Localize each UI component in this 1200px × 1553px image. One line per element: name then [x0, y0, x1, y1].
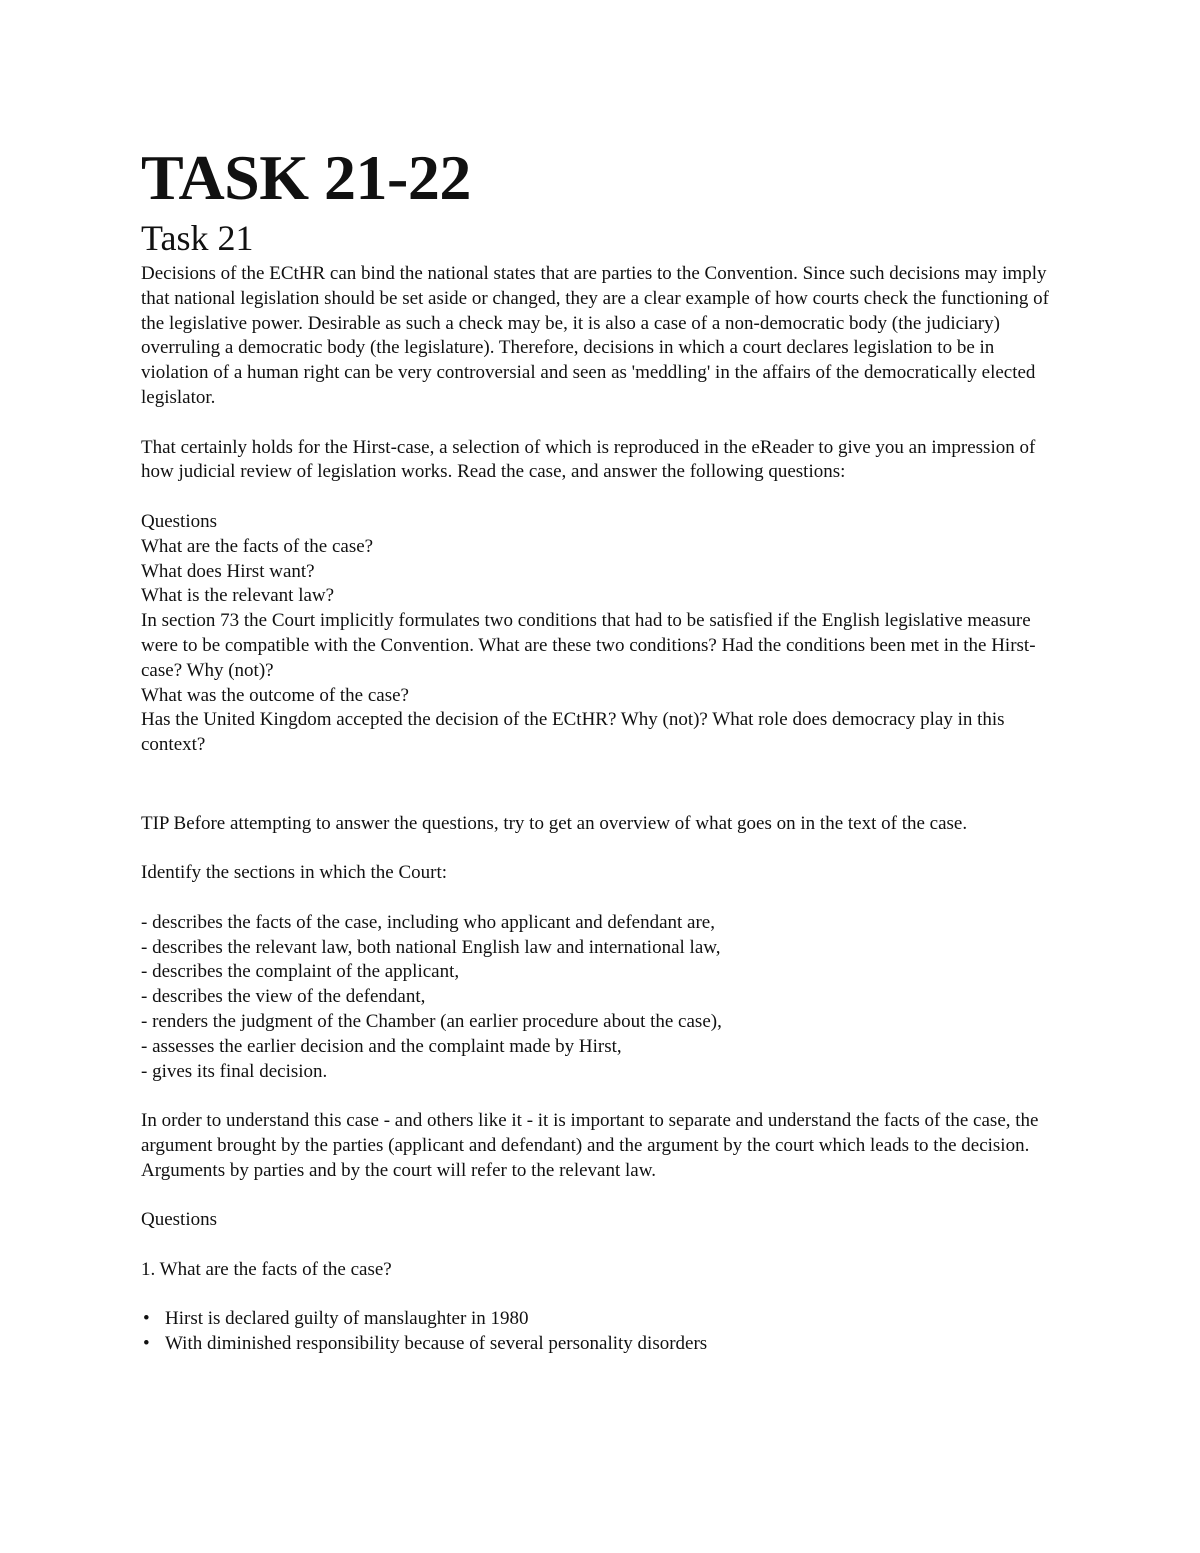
section-item: - describes the complaint of the applicant,	[141, 961, 460, 983]
questions-list	[141, 535, 1061, 758]
task-heading: Task 21	[141, 218, 254, 258]
section-item: - gives its final decision.	[141, 1060, 328, 1082]
understand-paragraph: In order to understand this case - and others like it - it is important to separate and understand the facts of the case, the argument brought by the parties (applicant and defendant) and the argument by the court which leads to the decision. Arguments by parties and by the court will refer to the relevant law.	[141, 1110, 1039, 1181]
section-item: - describes the facts of the case, including who applicant and defendant are,	[141, 911, 715, 933]
question-item: What is the relevant law?	[141, 585, 335, 607]
question-1: 1. What are the facts of the case?	[141, 1258, 392, 1280]
question-item: What was the outcome of the case?	[141, 684, 409, 706]
hirst-paragraph: That certainly holds for the Hirst-case, a selection of which is reproduced in the eReader to give you an impression of how judicial review of legislation works. Read the case, and answer the following questions:	[141, 436, 1036, 483]
bullet-text: With diminished responsibility because of several personality disorders	[165, 1333, 708, 1355]
bullet-icon: •	[143, 1333, 150, 1355]
question-item: What are the facts of the case?	[141, 535, 374, 557]
bullet-icon: •	[143, 1308, 150, 1330]
section-item: - describes the view of the defendant,	[141, 986, 426, 1008]
question-item: Has the United Kingdom accepted the decision of the ECtHR? Why (not)? What role does democracy play in this context?	[141, 709, 1005, 756]
intro-paragraph: Decisions of the ECtHR can bind the national states that are parties to the Convention. Since such decisions may imply that national legislation should be set aside or changed, they are a clear example of how courts check the functioning of the legislative power. Desirable as such a check may be, it is also a case of a non-democratic body (the judiciary) overruling a democratic body (the legislature). Therefore, decisions in which a court declares legislation to be in violation of a human right can be very controversial and seen as 'meddling' in the affairs of the democratically elected legislator.	[141, 263, 1049, 408]
questions-heading: Questions	[141, 510, 217, 532]
answer-bullets	[141, 1307, 1061, 1357]
bullet-text: Hirst is declared guilty of manslaughter in 1980	[165, 1308, 529, 1330]
section-item: - renders the judgment of the Chamber (an earlier procedure about the case),	[141, 1010, 722, 1032]
document-title: TASK 21-22	[141, 142, 471, 213]
list-item	[141, 1332, 1061, 1357]
question-item: In section 73 the Court implicitly formulates two conditions that had to be satisfied if the English legislative measure were to be compatible with the Convention. What are these two conditions? Had the conditions been met in the Hirst-case? Why (not)?	[141, 610, 1036, 681]
document-page	[141, 140, 1061, 1357]
questions-heading: Questions	[141, 1209, 217, 1231]
sections-list	[141, 911, 1061, 1085]
document-body	[141, 262, 1061, 1357]
question-item: What does Hirst want?	[141, 560, 315, 582]
section-item: - assesses the earlier decision and the complaint made by Hirst,	[141, 1035, 622, 1057]
section-item: - describes the relevant law, both national English law and international law,	[141, 936, 721, 958]
identify-paragraph: Identify the sections in which the Court:	[141, 862, 448, 884]
list-item	[141, 1307, 1061, 1332]
tip-paragraph: TIP Before attempting to answer the questions, try to get an overview of what goes on in the text of the case.	[141, 812, 968, 834]
